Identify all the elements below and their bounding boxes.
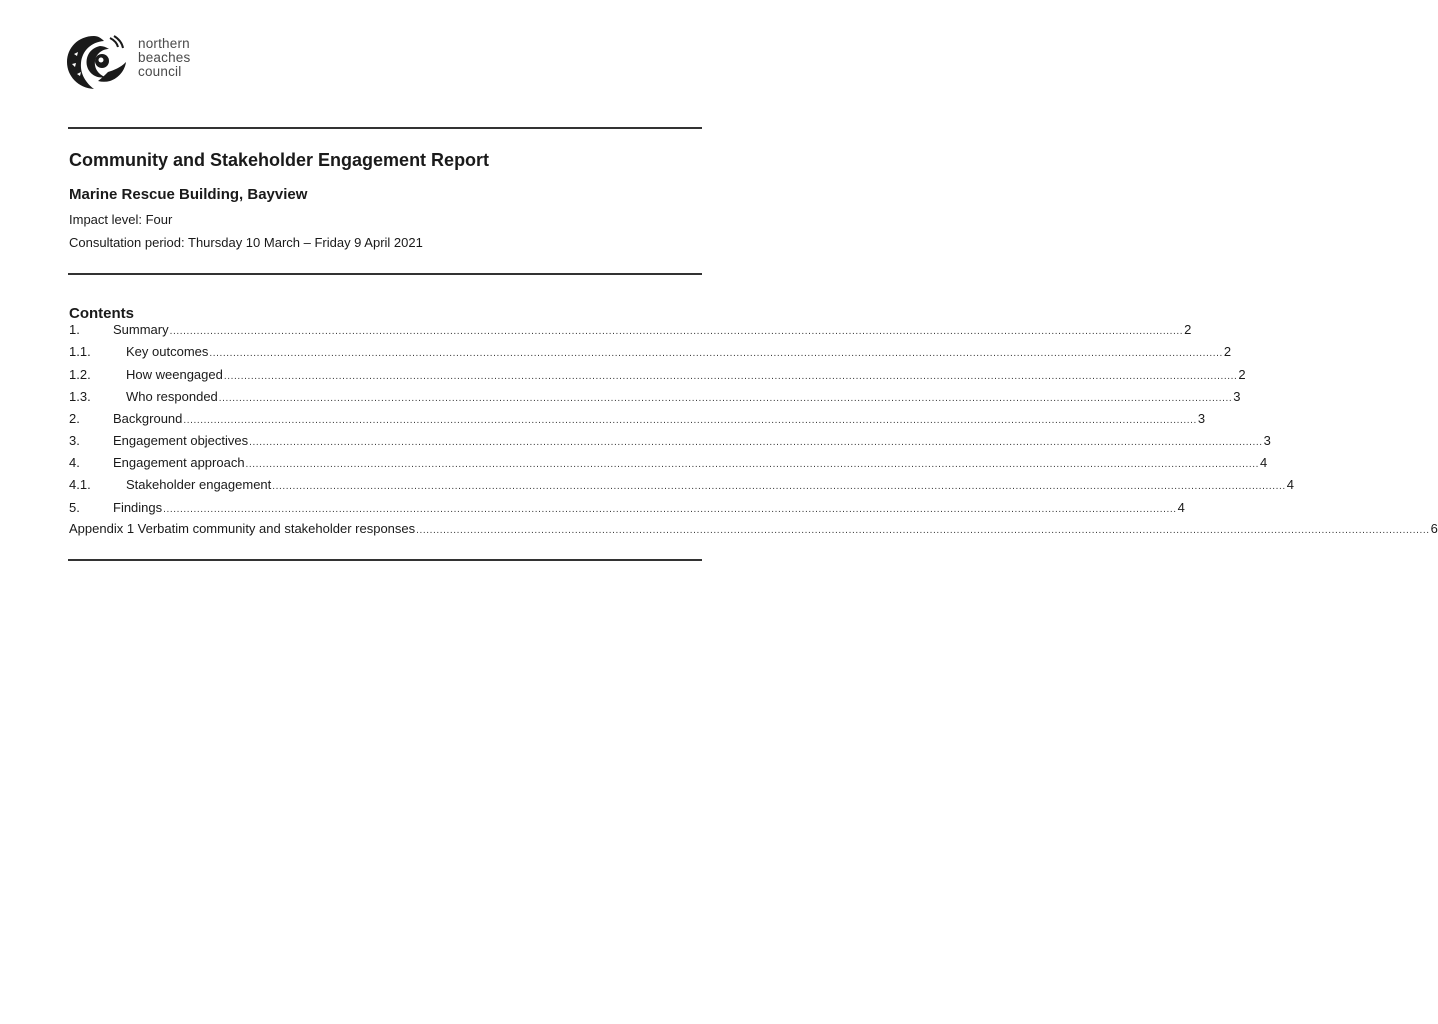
- toc-dot-leader: ............................................................................................................................................................................................................................................................................................................: [183, 415, 1197, 426]
- logo-line-northern: northern: [138, 36, 190, 51]
- toc-dot-leader: ............................................................................................................................................................................................................................................................................................................: [223, 371, 1238, 382]
- report-title: Community and Stakeholder Engagement Report: [69, 150, 490, 170]
- toc-entry-number: 4.1.: [69, 477, 91, 492]
- council-logo-icon: [64, 32, 134, 96]
- toc-entry-page: 3: [1233, 389, 1241, 404]
- toc-entry-label: Who responded: [126, 389, 218, 404]
- toc-entry-number: 4.: [69, 455, 80, 470]
- toc-dot-leader: ............................................................................................................................................................................................................................................................................................................: [245, 459, 1260, 470]
- toc-entry-number: 5.: [69, 500, 80, 515]
- toc-entry-page: 4: [1286, 477, 1295, 492]
- toc-entry-label: Engagement approach: [113, 455, 245, 470]
- toc-dot-leader: ............................................................................................................................................................................................................................................................................................................: [169, 326, 1184, 337]
- toc-entry[interactable]: [69, 477, 1295, 495]
- toc-entry-page: 4: [1260, 455, 1268, 470]
- toc-dot-leader: ............................................................................................................................................................................................................................................................................................................: [218, 393, 1233, 404]
- toc-dot-leader: ............................................................................................................................................................................................................................................................................................................: [249, 437, 1263, 448]
- toc-entry-number: 1.1.: [69, 344, 91, 359]
- toc-entry-label: Stakeholder engagement: [126, 477, 272, 492]
- toc-dot-leader: ............................................................................................................................................................................................................................................................................................................: [163, 504, 1177, 515]
- logo-line-beaches: beaches: [138, 50, 191, 65]
- council-logo-wordmark: [138, 37, 190, 79]
- toc-entry-page: 3: [1263, 433, 1271, 448]
- toc-entry-label: Appendix 1 Verbatim community and stakeholder responses: [69, 521, 416, 536]
- toc-entry-label: How weengaged: [126, 367, 223, 382]
- toc-entry-page: 2: [1223, 344, 1232, 359]
- toc-dot-leader: ............................................................................................................................................................................................................................................................................................................: [416, 525, 1430, 536]
- toc-entry-number: 1.: [69, 322, 80, 337]
- toc-entry-label: Engagement objectives: [113, 433, 249, 448]
- toc-entry-number: 2.: [69, 411, 80, 426]
- toc-entry-page: 2: [1184, 322, 1192, 337]
- toc-entry-label: Summary: [113, 322, 169, 337]
- top-divider: [68, 127, 702, 129]
- toc-entry-number: 1.2.: [69, 367, 91, 382]
- council-logo: [64, 32, 214, 96]
- toc-entry-page: 4: [1177, 500, 1185, 515]
- toc-entry[interactable]: [69, 322, 1192, 340]
- toc-dot-leader: ............................................................................................................................................................................................................................................................................................................: [272, 481, 1286, 492]
- toc-entry[interactable]: [69, 344, 1232, 362]
- consultation-period: Consultation period: Thursday 10 March – Friday 9 April 2021: [69, 235, 423, 250]
- toc-entry[interactable]: [69, 455, 1268, 473]
- toc-entry-number: 3.: [69, 433, 80, 448]
- toc-entry-label: Background: [113, 411, 183, 426]
- toc-dot-leader: ............................................................................................................................................................................................................................................................................................................: [209, 348, 1223, 359]
- toc-entry-page: 6: [1430, 521, 1438, 536]
- toc-entry-label: Key outcomes: [126, 344, 209, 359]
- toc-entry-label: Findings: [113, 500, 163, 515]
- report-subtitle: Marine Rescue Building, Bayview: [69, 186, 308, 203]
- toc-entry[interactable]: [69, 500, 1185, 518]
- toc-entry[interactable]: [69, 389, 1241, 407]
- logo-line-council: council: [138, 64, 182, 79]
- impact-level: Impact level: Four: [69, 212, 173, 227]
- middle-divider: [68, 273, 702, 275]
- toc-entry[interactable]: [69, 411, 1206, 429]
- toc-entry[interactable]: [69, 521, 1438, 539]
- bottom-divider: [68, 559, 702, 561]
- toc-entry-page: 2: [1238, 367, 1246, 382]
- toc-entry[interactable]: [69, 367, 1246, 385]
- toc-entry-number: 1.3.: [69, 389, 91, 404]
- toc-entry-page: 3: [1197, 411, 1206, 426]
- toc-entry[interactable]: [69, 433, 1271, 451]
- contents-heading: Contents: [69, 305, 134, 322]
